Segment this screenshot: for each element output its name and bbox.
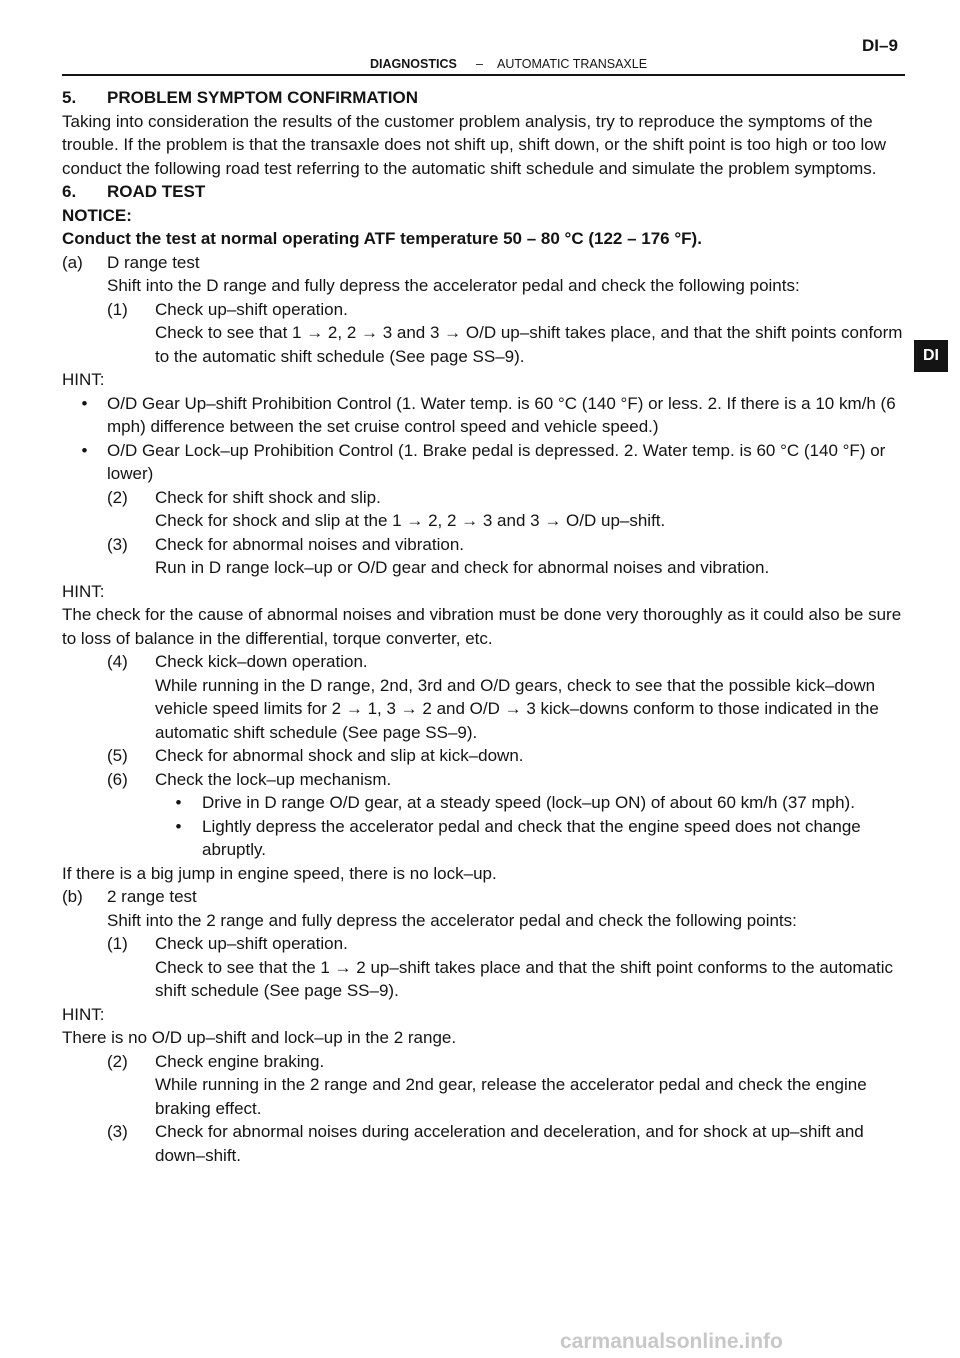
step-a4-text: While running in the D range, 2nd, 3rd and O/D gears, check to see that the possible kick–down vehicle speed limits for 2 → 1, 3 → 2 and O/D → 3 kick–downs conform to those indicated in the automatic shift schedule (See page SS–9). [155, 675, 879, 742]
section-5-heading [62, 86, 908, 110]
item-title: 2 range test [107, 887, 197, 906]
watermark: carmanualsonline.info [560, 1330, 783, 1353]
bullet-text: Lightly depress the accelerator pedal and check that the engine speed does not change abruptly. [202, 816, 861, 859]
subsection-a-intro: Shift into the D range and fully depress the accelerator pedal and check the following points: [107, 276, 800, 295]
hint-label: HINT: [62, 581, 105, 601]
item-title: Check up–shift operation. [155, 934, 348, 953]
hint-text: The check for the cause of abnormal noises and vibration must be done very thoroughly as it could also be sure to loss of balance in the differential, torque converter, etc. [62, 605, 902, 648]
step-a1 [62, 298, 908, 322]
item-title: Check the lock–up mechanism. [155, 769, 392, 789]
item-label: (a) [62, 252, 83, 272]
bullet-icon: • [81, 393, 88, 413]
header-section: DIAGNOSTICS [370, 57, 457, 71]
bullet-text: Drive in D range O/D gear, at a steady speed (lock–up ON) of about 60 km/h (37 mph). [202, 793, 855, 812]
item-title: D range test [107, 252, 200, 272]
hint-label: HINT: [62, 1004, 105, 1024]
document-body [62, 86, 908, 1167]
hint-bullet [62, 392, 908, 439]
section-tab: DI [914, 340, 948, 372]
item-label: (3) [107, 1122, 128, 1141]
subsection-b [62, 885, 908, 909]
notice-text: Conduct the test at normal operating ATF temperature 50 – 80 °C (122 – 176 °F). [62, 229, 702, 248]
section-title: ROAD TEST [107, 182, 206, 201]
hint-text: There is no O/D up–shift and lock–up in the 2 range. [62, 1028, 457, 1047]
step-b2 [62, 1050, 908, 1074]
section-number: 5. [62, 88, 77, 107]
item-title: Check kick–down operation. [155, 652, 368, 671]
subsection-a [62, 251, 908, 275]
subsection-b-intro: Shift into the 2 range and fully depress the accelerator pedal and check the following points: [107, 910, 797, 930]
item-label: (1) [107, 299, 128, 319]
bullet-text: O/D Gear Up–shift Prohibition Control (1. Water temp. is 60 °C (140 °F) or less. 2. If there is a 10 km/h (6 mph) difference between the set cruise control speed and vehicle speed.) [107, 393, 896, 436]
item-title: Check for shift shock and slip. [155, 487, 381, 507]
item-title: Check for abnormal noises and vibration. [155, 534, 464, 554]
item-label: (1) [107, 934, 128, 953]
notice-label: NOTICE: [62, 205, 132, 225]
step-a3-text: Run in D range lock–up or O/D gear and check for abnormal noises and vibration. [155, 558, 770, 577]
hint-bullet [62, 439, 908, 486]
step-b1-text: Check to see that the 1 → 2 up–shift takes place and that the shift point conforms to the automatic shift schedule (See page SS–9). [155, 957, 894, 1000]
lockup-note: If there is a big jump in engine speed, there is no lock–up. [62, 863, 497, 883]
step-a6-bullet [62, 791, 908, 815]
step-b1 [62, 932, 908, 956]
step-b2-text: While running in the 2 range and 2nd gear, release the accelerator pedal and check the engine braking effect. [155, 1075, 867, 1118]
item-title: Check up–shift operation. [155, 299, 348, 319]
item-label: (4) [107, 652, 128, 671]
step-a6-bullet [62, 815, 908, 862]
section-6-heading [62, 180, 908, 204]
step-a2-text: Check for shock and slip at the 1 → 2, 2 → 3 and 3 → O/D up–shift. [155, 511, 666, 530]
step-a4 [62, 650, 908, 674]
step-a6 [62, 768, 908, 792]
step-a2 [62, 486, 908, 510]
item-label: (5) [107, 746, 128, 765]
step-b3 [62, 1120, 908, 1167]
page-number: DI–9 [862, 36, 898, 55]
item-label: (6) [107, 769, 128, 789]
section-5-paragraph: Taking into consideration the results of the customer problem analysis, try to reproduce the symptoms of the trouble. If the problem is that the transaxle does not shift up, shift down, or the shift point is too high or too low conduct the following road test referring to the automatic shift schedule and simulate the problem symptoms. [62, 111, 887, 178]
section-number: 6. [62, 182, 77, 201]
step-a1-text: Check to see that 1 → 2, 2 → 3 and 3 → O/D up–shift takes place, and that the shift points conform to the automatic shift schedule (See page SS–9). [155, 323, 903, 366]
hint-label: HINT: [62, 370, 105, 389]
header-subsection: AUTOMATIC TRANSAXLE [497, 57, 648, 71]
header-rule [62, 74, 905, 76]
item-title: Check engine braking. [155, 1051, 325, 1071]
section-title: PROBLEM SYMPTOM CONFIRMATION [107, 88, 419, 107]
item-label: (3) [107, 534, 128, 554]
header-separator: – [476, 57, 483, 71]
item-title: Check for abnormal noises during acceleration and deceleration, and for shock at up–shift and down–shift. [155, 1122, 864, 1165]
bullet-icon: • [81, 440, 88, 460]
item-label: (b) [62, 887, 83, 906]
item-label: (2) [107, 487, 128, 507]
step-a3 [62, 533, 908, 557]
item-title: Check for abnormal shock and slip at kick–down. [155, 746, 524, 765]
bullet-icon: • [175, 793, 182, 812]
bullet-icon: • [175, 816, 182, 836]
item-label: (2) [107, 1051, 128, 1071]
step-a5 [62, 744, 908, 768]
bullet-text: O/D Gear Lock–up Prohibition Control (1. Brake pedal is depressed. 2. Water temp. is 60 °C (140 °F) or lower) [107, 440, 886, 483]
